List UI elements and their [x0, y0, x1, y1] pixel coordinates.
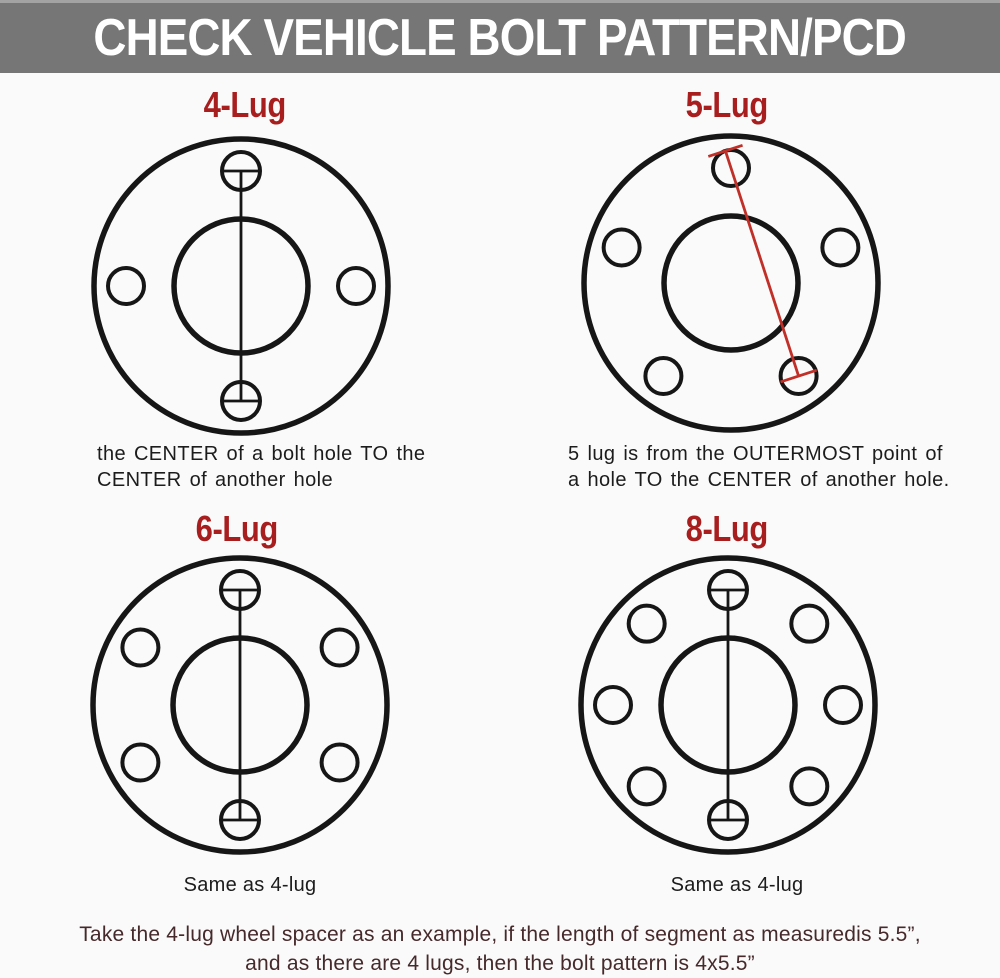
bolt-hole	[791, 768, 827, 804]
bolt-hole	[108, 268, 144, 304]
bolt-hole	[604, 229, 640, 265]
page-title: CHECK VEHICLE BOLT PATTERN/PCD	[93, 9, 907, 67]
caption-5-lug	[568, 441, 950, 493]
bolt-hole	[322, 745, 358, 781]
bolt-hole	[645, 358, 681, 394]
footer-note	[0, 920, 1000, 978]
bolt-hole	[629, 768, 665, 804]
center-bore	[664, 216, 798, 350]
bolt-hole	[122, 630, 158, 666]
caption-6-lug: Same as 4-lug	[183, 874, 317, 896]
footer-line: and as there are 4 lugs, then the bolt pattern is 4x5.5”	[245, 952, 755, 975]
wheel-hub-diagram-8-lug	[568, 545, 888, 865]
diagram-title-8-lug: 8-Lug	[685, 508, 769, 549]
bolt-hole	[322, 630, 358, 666]
diagram-title-5-lug: 5-Lug	[685, 84, 769, 125]
caption-line: CENTER of another hole	[97, 469, 334, 491]
bolt-hole	[629, 606, 665, 642]
caption-4-lug	[97, 441, 425, 493]
bolt-hole	[338, 268, 374, 304]
diagram-title-4-lug: 4-Lug	[203, 84, 287, 125]
wheel-hub-diagram-6-lug	[80, 545, 400, 865]
caption-line: 5 lug is from the OUTERMOST point of	[568, 443, 943, 465]
caption-line: the CENTER of a bolt hole TO the	[97, 443, 426, 465]
footer-line: Take the 4-lug wheel spacer as an example, if the length of segment as measuredis 5.5”,	[79, 923, 921, 946]
wheel-hub-diagram-4-lug	[81, 126, 401, 446]
bolt-hole	[122, 745, 158, 781]
header-bar	[0, 0, 1000, 73]
caption-line: a hole TO the CENTER of another hole.	[568, 469, 950, 491]
bolt-hole	[822, 229, 858, 265]
wheel-hub-diagram-5-lug	[571, 123, 891, 443]
caption-8-lug: Same as 4-lug	[670, 874, 804, 896]
bolt-hole	[791, 606, 827, 642]
diagram-title-6-lug: 6-Lug	[195, 508, 279, 549]
outer-rim	[584, 136, 878, 430]
bolt-hole	[595, 687, 631, 723]
bolt-hole	[825, 687, 861, 723]
